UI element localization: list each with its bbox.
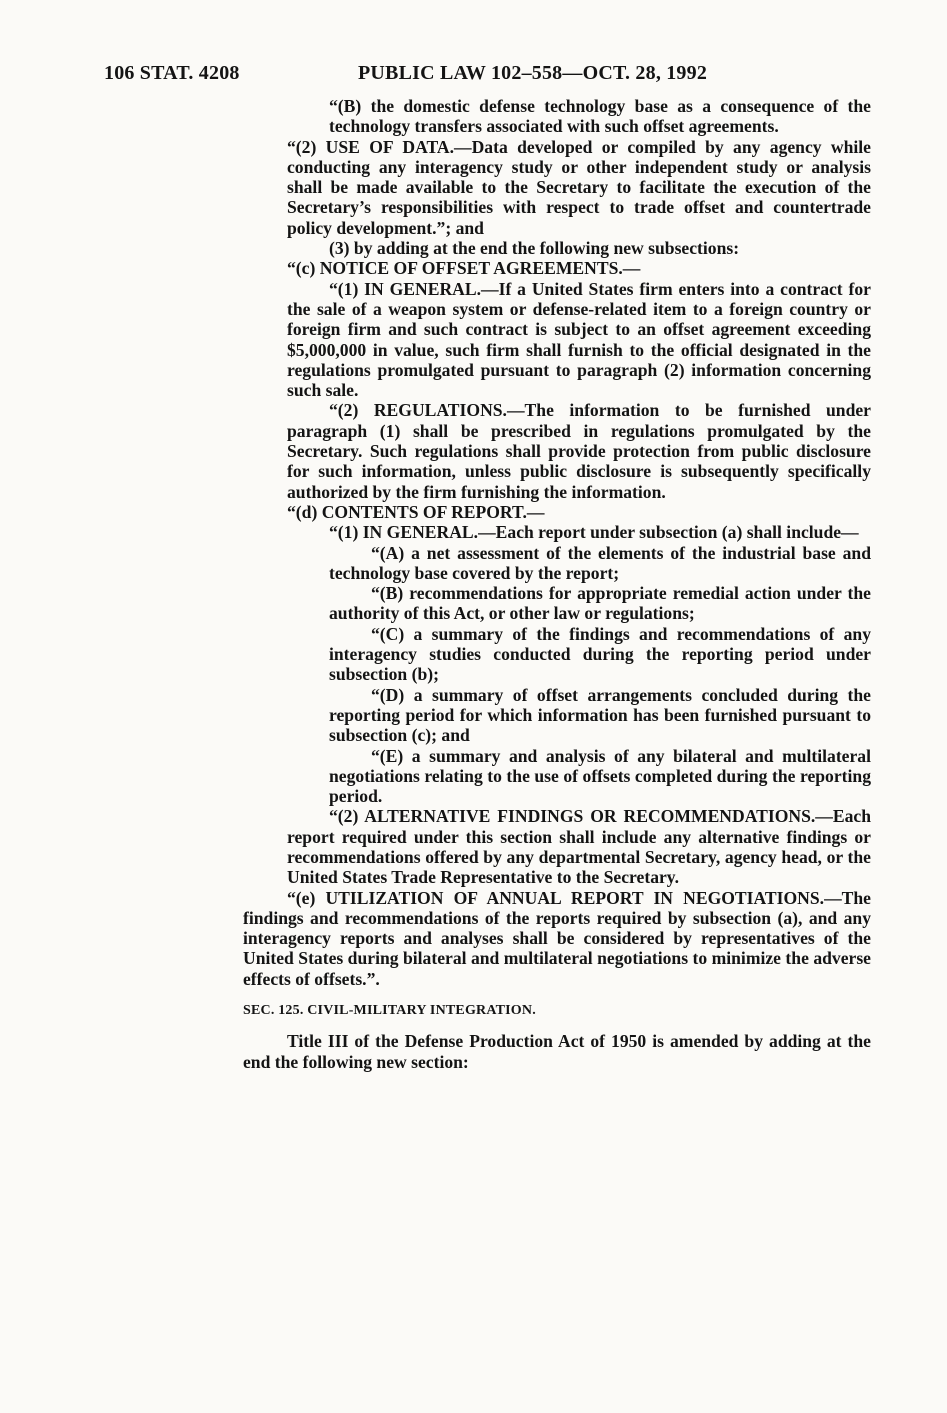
paragraph-item-a: “(A) a net assessment of the elements of the industrial base and technology base covered by the report;: [329, 542, 871, 583]
document-body: [243, 96, 871, 1072]
paragraph-utilization: “(e) UTILIZATION OF ANNUAL REPORT IN NEGOTIATIONS.—The findings and recommendations of the reports required by subsection (a), and any interagency reports and analyses shall be considered by representatives of the United States during bilateral and multilateral negotiations to minimize the adverse effects of offsets.”.: [243, 887, 871, 989]
law-title: PUBLIC LAW 102–558—OCT. 28, 1992: [358, 62, 708, 84]
heading-contents-of-report: “(d) CONTENTS OF REPORT.—: [287, 501, 545, 522]
paragraph-item-e: “(E) a summary and analysis of any bilateral and multilateral negotiations relating to the use of offsets completed during the reporting period.: [329, 745, 871, 807]
heading-notice-of-offset-agreements: “(c) NOTICE OF OFFSET AGREEMENTS.—: [287, 258, 641, 279]
page-reference: 106 STAT. 4208: [104, 62, 240, 84]
paragraph-adding-subsections: (3) by adding at the end the following new subsections:: [329, 238, 740, 259]
paragraph-notice-in-general: “(1) IN GENERAL.—If a United States firm enters into a contract for the sale of a weapon system or defense-related item to a foreign country or foreign firm and such contract is subject to an offset agreement exceeding $5,000,000 in value, such firm shall furnish to the official designated in the regulations promulgated pursuant to paragraph (2) information concerning such sale.: [287, 278, 871, 401]
paragraph-item-d: “(D) a summary of offset arrangements concluded during the reporting period for which information has been furnished pursuant to subsection (c); and: [329, 684, 871, 746]
paragraph-contents-in-general: “(1) IN GENERAL.—Each report under subsection (a) shall include—: [329, 522, 859, 543]
paragraph-regulations: “(2) REGULATIONS.—The information to be furnished under paragraph (1) shall be prescribed in regulations promulgated by the Secretary. Such regulations shall provide protection from public disclosure for such information, unless public disclosure is subsequently specifically authorized by the firm furnishing the information.: [287, 400, 871, 502]
paragraph-use-of-data: “(2) USE OF DATA.—Data developed or compiled by any agency while conducting any interagency study or other independent study or analysis shall be made available to the Secretary to facilitate the execution of the Secretary’s responsibilities with respect to trade offset and countertrade policy development.”; and: [287, 136, 871, 238]
paragraph-item-c: “(C) a summary of the findings and recommendations of any interagency studies conducted during the reporting period under subsection (b);: [329, 623, 871, 685]
paragraph-b-technology-base: “(B) the domestic defense technology base as a consequence of the technology transfers associated with such offset agreements.: [329, 96, 871, 137]
paragraph-alternative-findings: “(2) ALTERNATIVE FINDINGS OR RECOMMENDATIONS.—Each report required under this section shall include any alternative findings or recommendations offered by any departmental Secretary, agency head, or the United States Trade Representative to the Secretary.: [287, 806, 871, 888]
section-heading: SEC. 125. CIVIL-MILITARY INTEGRATION.: [243, 1003, 536, 1019]
paragraph-item-b: “(B) recommendations for appropriate remedial action under the authority of this Act, or other law or regulations;: [329, 583, 871, 624]
paragraph-title-iii: Title III of the Defense Production Act of 1950 is amended by adding at the end the following new section:: [243, 1031, 871, 1072]
